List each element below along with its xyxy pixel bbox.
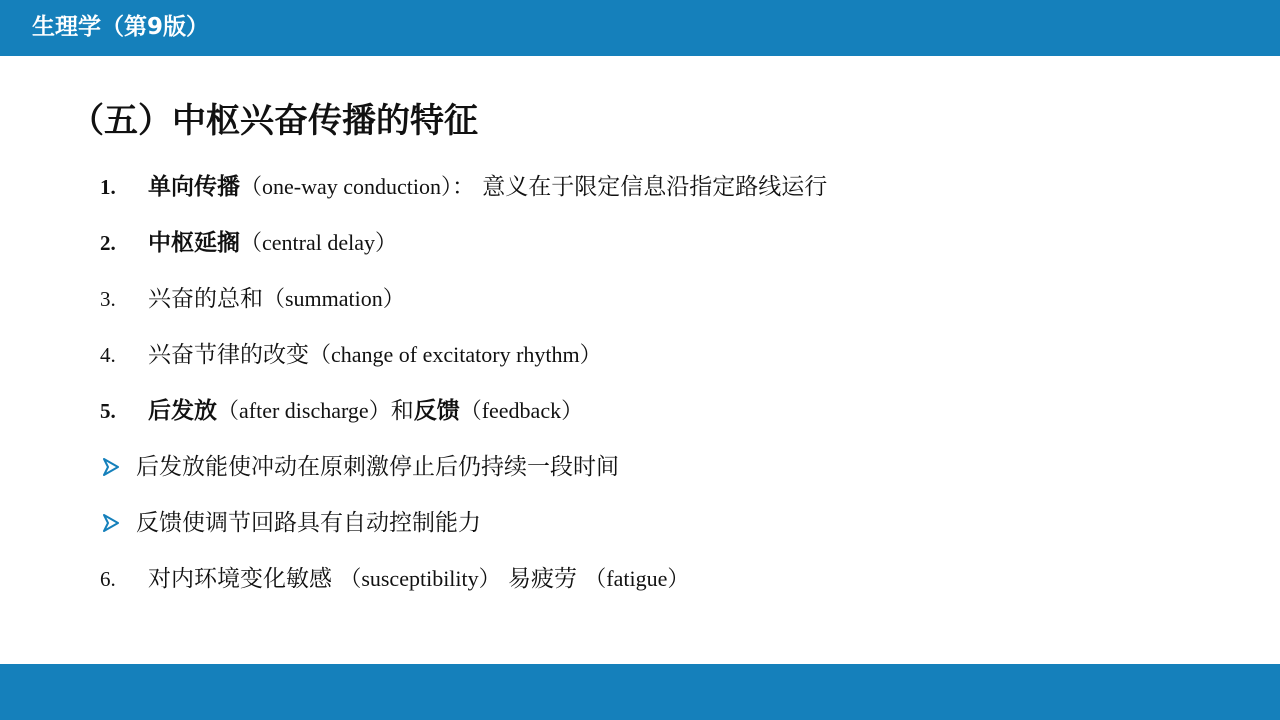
bullet-text: 后发放能使冲动在原刺激停止后仍持续一段时间 — [136, 454, 619, 480]
bullet-item-2 — [103, 505, 481, 541]
item-number: 2. — [100, 231, 116, 255]
list-item-4 — [100, 337, 602, 373]
item-text-2: 易疲劳 — [500, 566, 585, 592]
item-english: （after discharge） — [217, 398, 391, 423]
item-english: （one-way conduction） — [240, 174, 452, 199]
list-item-3 — [100, 281, 405, 317]
bullet-text: 反馈使调节回路具有自动控制能力 — [136, 510, 481, 536]
item-keyword-2: 反馈 — [413, 398, 460, 424]
item-number: 3. — [100, 287, 116, 311]
item-keyword: 后发放 — [148, 398, 217, 424]
item-description: ： 意义在于限定信息沿指定路线运行 — [452, 174, 828, 200]
arrow-bullet-icon — [103, 449, 136, 487]
list-item-5 — [100, 393, 583, 429]
arrow-bullet-icon — [103, 505, 136, 543]
item-english: （change of excitatory rhythm） — [309, 342, 602, 367]
item-connector: 和 — [390, 398, 414, 424]
item-number: 5. — [100, 399, 116, 423]
item-text: 兴奋的总和 — [148, 286, 263, 312]
book-title: 生理学（第9版） — [32, 14, 210, 40]
item-english-2: （fatigue） — [584, 566, 690, 591]
list-item-2 — [100, 225, 397, 261]
item-text: 兴奋节律的改变 — [148, 342, 309, 368]
item-number: 6. — [100, 567, 116, 591]
item-number: 4. — [100, 343, 116, 367]
item-english-2: （feedback） — [459, 398, 584, 423]
item-keyword: 中枢延搁 — [148, 230, 240, 256]
header-bar — [0, 0, 1280, 56]
footer-bar — [0, 664, 1280, 720]
slide-title: （五）中枢兴奋传播的特征 — [70, 101, 478, 141]
item-english: （summation） — [263, 286, 405, 311]
item-text: 对内环境变化敏感 — [148, 566, 340, 592]
item-english: （central delay） — [240, 230, 397, 255]
list-item-6 — [100, 561, 689, 597]
item-english: （susceptibility） — [339, 566, 501, 591]
bullet-item-1 — [103, 449, 619, 485]
item-number: 1. — [100, 175, 116, 199]
item-keyword: 单向传播 — [148, 174, 240, 200]
list-item-1 — [100, 169, 827, 205]
